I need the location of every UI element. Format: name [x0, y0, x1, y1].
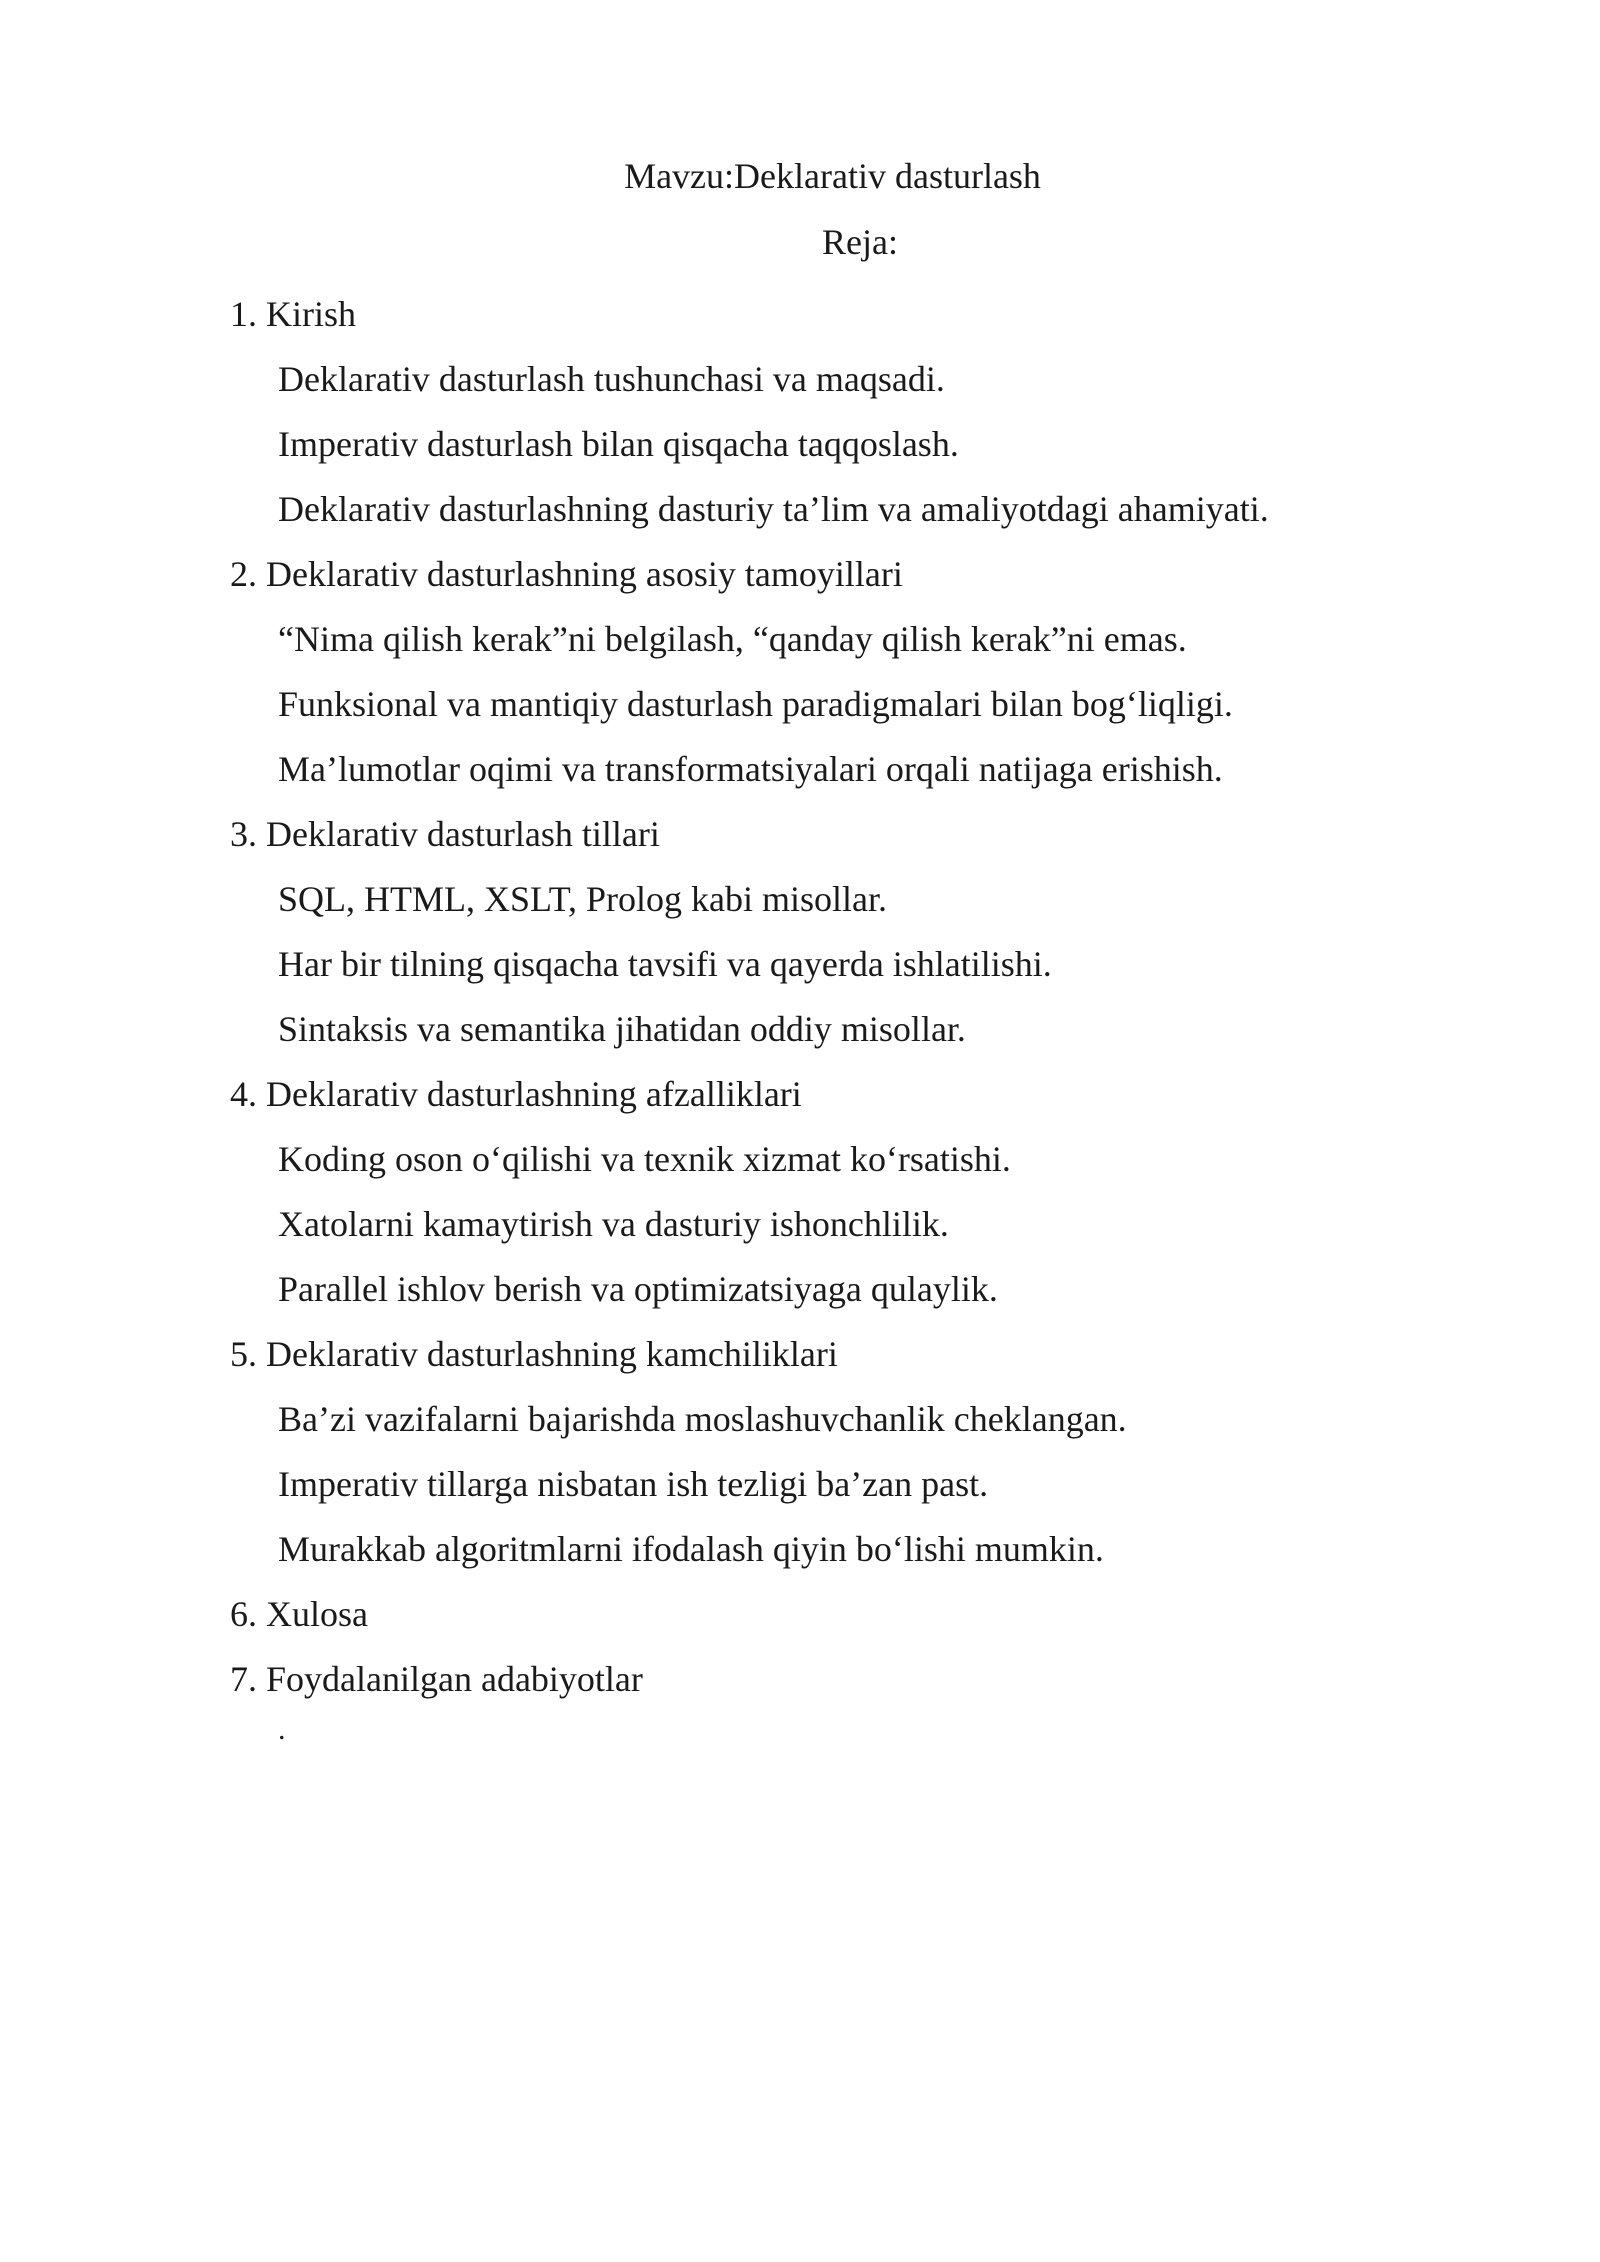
- section-item: Har bir tilning qisqacha tavsifi va qayerda ishlatilishi.: [278, 944, 1052, 984]
- section-item: Murakkab algoritmlarni ifodalash qiyin bo‘lishi mumkin.: [278, 1529, 1104, 1569]
- section-heading: 3. Deklarativ dasturlash tillari: [230, 814, 660, 854]
- section-item: Funksional va mantiqiy dasturlash paradigmalari bilan bog‘liqligi.: [278, 684, 1233, 724]
- plan-outline: [230, 282, 1430, 1712]
- section-item: Imperativ dasturlash bilan qisqacha taqqoslash.: [278, 424, 959, 464]
- section-heading: 2. Deklarativ dasturlashning asosiy tamoyillari: [230, 554, 903, 594]
- section-heading: 4. Deklarativ dasturlashning afzalliklari: [230, 1074, 802, 1114]
- section-item: Koding oson o‘qilishi va texnik xizmat ko‘rsatishi.: [278, 1139, 1011, 1179]
- section-item: Deklarativ dasturlash tushunchasi va maqsadi.: [278, 359, 945, 399]
- section-item: Parallel ishlov berish va optimizatsiyaga qulaylik.: [278, 1269, 998, 1309]
- section-heading: 1. Kirish: [230, 294, 356, 334]
- section-heading: 5. Deklarativ dasturlashning kamchiliklari: [230, 1334, 838, 1374]
- page-title: Mavzu:Deklarativ dasturlash: [624, 156, 1041, 196]
- plan-heading: Reja:: [822, 222, 898, 262]
- trailing-dot: .: [278, 1713, 286, 1746]
- section-item: Ba’zi vazifalarni bajarishda moslashuvchanlik cheklangan.: [278, 1399, 1127, 1439]
- section-item: “Nima qilish kerak”ni belgilash, “qanday qilish kerak”ni emas.: [278, 619, 1187, 659]
- section-item: Ma’lumotlar oqimi va transformatsiyalari orqali natijaga erishish.: [278, 749, 1223, 789]
- section-item: Sintaksis va semantika jihatidan oddiy misollar.: [278, 1009, 966, 1049]
- section-item: Imperativ tillarga nisbatan ish tezligi ba’zan past.: [278, 1464, 989, 1504]
- section-item: Xatolarni kamaytirish va dasturiy ishonchlilik.: [278, 1204, 949, 1244]
- section-heading: 7. Foydalanilgan adabiyotlar: [230, 1659, 643, 1699]
- section-heading: 6. Xulosa: [230, 1594, 368, 1634]
- section-item: SQL, HTML, XSLT, Prolog kabi misollar.: [278, 879, 888, 919]
- section-item: Deklarativ dasturlashning dasturiy ta’lim va amaliyotdagi ahamiyati.: [278, 489, 1269, 529]
